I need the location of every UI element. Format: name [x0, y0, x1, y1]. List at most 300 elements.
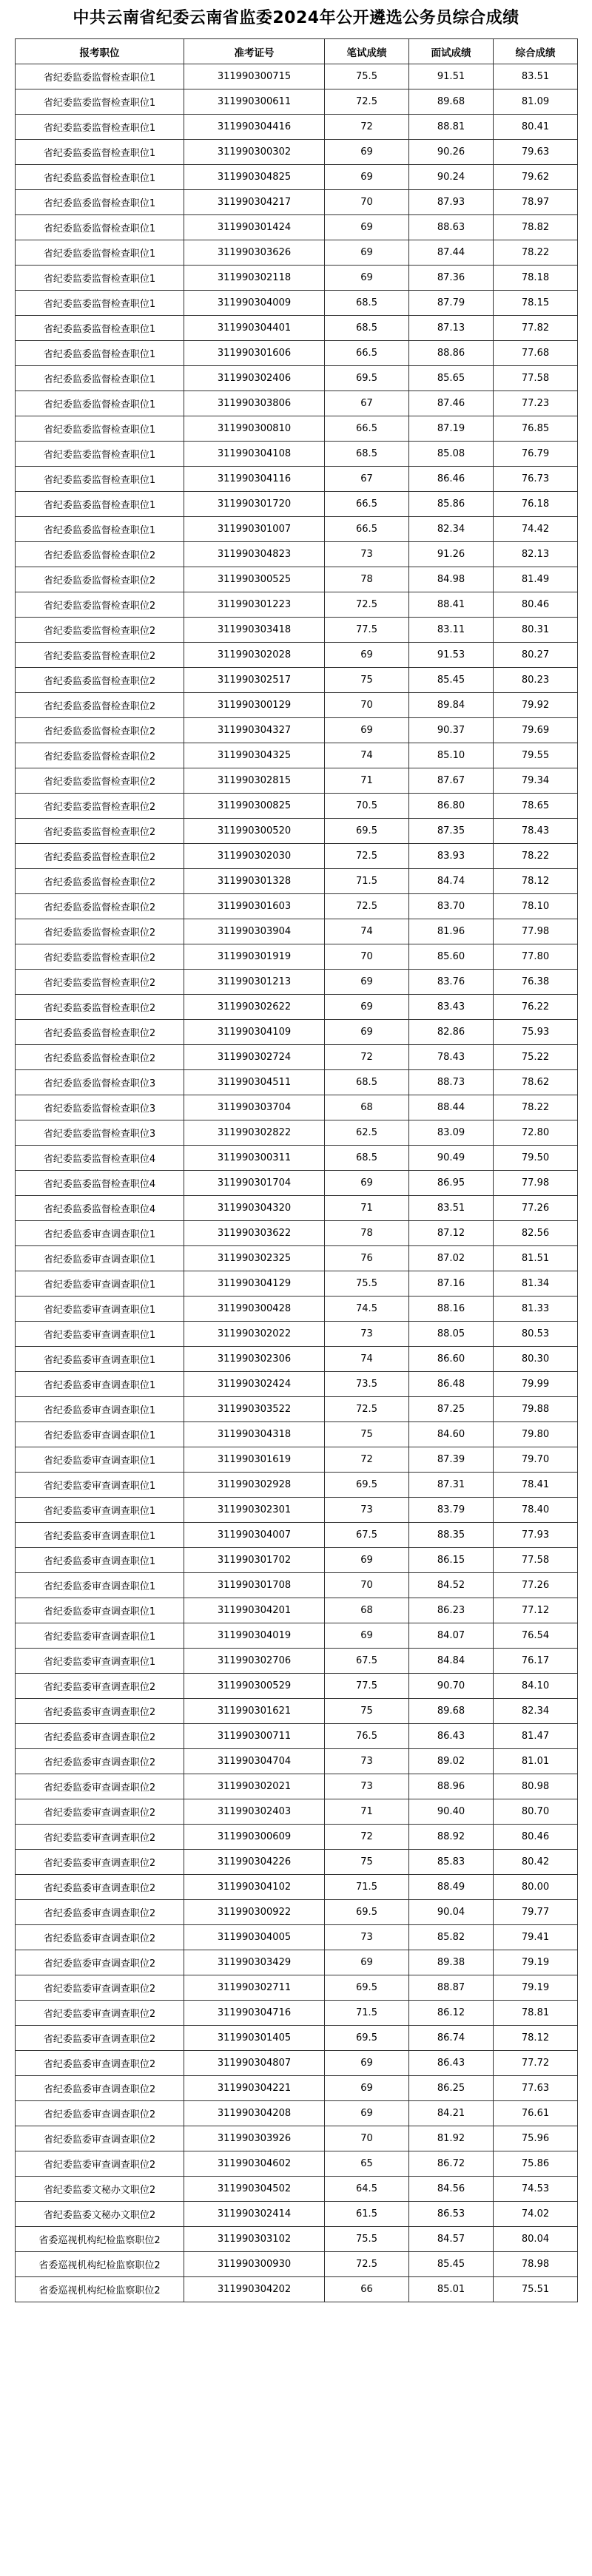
table-row [16, 1146, 578, 1171]
table-row [16, 919, 578, 944]
cell-position: 省纪委监委审查调查职位1 [16, 1447, 184, 1473]
cell-total-score: 78.98 [494, 2252, 578, 2277]
cell-interview-score: 87.31 [409, 1473, 494, 1498]
cell-total-score: 81.51 [494, 1246, 578, 1271]
cell-written-score: 67.5 [325, 1649, 409, 1674]
cell-exam-number: 311990302424 [184, 1372, 325, 1397]
cell-interview-score: 87.16 [409, 1271, 494, 1297]
cell-exam-number: 311990300428 [184, 1297, 325, 1322]
cell-written-score: 74 [325, 919, 409, 944]
cell-interview-score: 86.43 [409, 2051, 494, 2076]
table-row [16, 1171, 578, 1196]
cell-exam-number: 311990302022 [184, 1322, 325, 1347]
cell-exam-number: 311990304502 [184, 2177, 325, 2202]
cell-position: 省纪委监委监督检查职位3 [16, 1070, 184, 1095]
cell-written-score: 75 [325, 668, 409, 693]
cell-position: 省纪委监委审查调查职位1 [16, 1422, 184, 1447]
cell-written-score: 73 [325, 1498, 409, 1523]
cell-interview-score: 87.12 [409, 1221, 494, 1246]
cell-total-score: 79.50 [494, 1146, 578, 1171]
cell-position: 省纪委监委文秘办文职位2 [16, 2177, 184, 2202]
table-row [16, 819, 578, 844]
cell-position: 省纪委监委监督检查职位2 [16, 869, 184, 894]
cell-total-score: 80.30 [494, 1347, 578, 1372]
cell-written-score: 69.5 [325, 1473, 409, 1498]
cell-exam-number: 311990304401 [184, 316, 325, 341]
cell-total-score: 80.53 [494, 1322, 578, 1347]
cell-interview-score: 86.46 [409, 467, 494, 492]
cell-written-score: 69 [325, 1548, 409, 1573]
cell-total-score: 76.54 [494, 1623, 578, 1649]
cell-position: 省纪委监委监督检查职位1 [16, 165, 184, 190]
cell-position: 省纪委监委监督检查职位4 [16, 1171, 184, 1196]
cell-exam-number: 311990302706 [184, 1649, 325, 1674]
cell-total-score: 75.96 [494, 2126, 578, 2151]
cell-exam-number: 311990304320 [184, 1196, 325, 1221]
cell-written-score: 75 [325, 1699, 409, 1724]
cell-position: 省纪委监委监督检查职位1 [16, 266, 184, 291]
cell-position: 省纪委监委审查调查职位2 [16, 2026, 184, 2051]
cell-interview-score: 87.46 [409, 391, 494, 416]
cell-written-score: 71.5 [325, 869, 409, 894]
cell-position: 省委巡视机构纪检监察职位2 [16, 2227, 184, 2252]
cell-interview-score: 87.67 [409, 768, 494, 794]
cell-written-score: 69 [325, 240, 409, 266]
cell-interview-score: 82.34 [409, 517, 494, 542]
cell-interview-score: 83.79 [409, 1498, 494, 1523]
table-row [16, 89, 578, 115]
table-row [16, 2126, 578, 2151]
cell-exam-number: 311990300520 [184, 819, 325, 844]
cell-total-score: 81.01 [494, 1749, 578, 1774]
cell-interview-score: 88.86 [409, 341, 494, 366]
cell-interview-score: 85.60 [409, 944, 494, 970]
cell-written-score: 68.5 [325, 291, 409, 316]
cell-position: 省纪委监委审查调查职位1 [16, 1623, 184, 1649]
cell-total-score: 77.23 [494, 391, 578, 416]
cell-interview-score: 88.63 [409, 215, 494, 240]
cell-position: 省纪委监委审查调查职位1 [16, 1322, 184, 1347]
cell-written-score: 61.5 [325, 2202, 409, 2227]
cell-exam-number: 311990300609 [184, 1825, 325, 1850]
cell-interview-score: 87.93 [409, 190, 494, 215]
cell-interview-score: 85.08 [409, 442, 494, 467]
cell-total-score: 84.10 [494, 1674, 578, 1699]
cell-written-score: 72 [325, 115, 409, 140]
cell-total-score: 83.51 [494, 64, 578, 89]
cell-position: 省纪委监委审查调查职位1 [16, 1473, 184, 1498]
table-row [16, 2101, 578, 2126]
cell-interview-score: 87.25 [409, 1397, 494, 1422]
cell-interview-score: 89.84 [409, 693, 494, 718]
cell-exam-number: 311990304823 [184, 542, 325, 567]
cell-total-score: 79.88 [494, 1397, 578, 1422]
cell-position: 省纪委监委审查调查职位2 [16, 1950, 184, 1975]
cell-written-score: 69 [325, 970, 409, 995]
cell-total-score: 75.22 [494, 1045, 578, 1070]
cell-position: 省纪委监委审查调查职位1 [16, 1498, 184, 1523]
table-row [16, 1900, 578, 1925]
cell-written-score: 72.5 [325, 2252, 409, 2277]
cell-interview-score: 87.44 [409, 240, 494, 266]
cell-position: 省纪委监委审查调查职位2 [16, 1825, 184, 1850]
cell-written-score: 62.5 [325, 1120, 409, 1146]
cell-interview-score: 81.92 [409, 2126, 494, 2151]
table-row [16, 2151, 578, 2177]
cell-exam-number: 311990300302 [184, 140, 325, 165]
cell-position: 省纪委监委监督检查职位1 [16, 190, 184, 215]
cell-interview-score: 91.26 [409, 542, 494, 567]
cell-exam-number: 311990303704 [184, 1095, 325, 1120]
cell-exam-number: 311990304825 [184, 165, 325, 190]
table-row [16, 2076, 578, 2101]
cell-interview-score: 88.81 [409, 115, 494, 140]
cell-total-score: 79.70 [494, 1447, 578, 1473]
cell-written-score: 69 [325, 2076, 409, 2101]
table-row [16, 190, 578, 215]
cell-interview-score: 87.36 [409, 266, 494, 291]
table-row [16, 2001, 578, 2026]
cell-exam-number: 311990304704 [184, 1749, 325, 1774]
table-row [16, 416, 578, 442]
table-row [16, 1875, 578, 1900]
table-row [16, 668, 578, 693]
table-row [16, 1322, 578, 1347]
cell-interview-score: 85.83 [409, 1850, 494, 1875]
cell-exam-number: 311990301405 [184, 2026, 325, 2051]
table-row [16, 743, 578, 768]
table-row [16, 467, 578, 492]
cell-written-score: 69.5 [325, 2026, 409, 2051]
cell-written-score: 73 [325, 1925, 409, 1950]
cell-interview-score: 89.02 [409, 1749, 494, 1774]
cell-position: 省纪委监委监督检查职位1 [16, 140, 184, 165]
cell-total-score: 80.46 [494, 1825, 578, 1850]
cell-interview-score: 84.57 [409, 2227, 494, 2252]
cell-exam-number: 311990304108 [184, 442, 325, 467]
table-row [16, 1221, 578, 1246]
table-row [16, 2202, 578, 2227]
cell-position: 省纪委监委监督检查职位1 [16, 115, 184, 140]
cell-written-score: 76 [325, 1246, 409, 1271]
table-row [16, 1623, 578, 1649]
cell-exam-number: 311990304416 [184, 115, 325, 140]
cell-exam-number: 311990300129 [184, 693, 325, 718]
cell-position: 省纪委监委监督检查职位2 [16, 768, 184, 794]
cell-position: 省纪委监委审查调查职位1 [16, 1347, 184, 1372]
cell-position: 省纪委监委监督检查职位2 [16, 1045, 184, 1070]
cell-position: 省纪委监委监督检查职位1 [16, 291, 184, 316]
table-row [16, 165, 578, 190]
table-row [16, 266, 578, 291]
cell-written-score: 66.5 [325, 341, 409, 366]
cell-written-score: 78 [325, 1221, 409, 1246]
cell-position: 省纪委监委审查调查职位1 [16, 1297, 184, 1322]
cell-position: 省纪委监委审查调查职位1 [16, 1397, 184, 1422]
cell-exam-number: 311990304009 [184, 291, 325, 316]
cell-position: 省纪委监委审查调查职位2 [16, 2076, 184, 2101]
cell-total-score: 80.31 [494, 618, 578, 643]
cell-exam-number: 311990300611 [184, 89, 325, 115]
cell-position: 省纪委监委监督检查职位1 [16, 416, 184, 442]
cell-written-score: 70.5 [325, 794, 409, 819]
cell-exam-number: 311990301621 [184, 1699, 325, 1724]
table-row [16, 291, 578, 316]
header-total-score: 综合成绩 [494, 39, 578, 64]
cell-interview-score: 88.05 [409, 1322, 494, 1347]
cell-position: 省纪委监委审查调查职位2 [16, 1875, 184, 1900]
cell-exam-number: 311990302306 [184, 1347, 325, 1372]
cell-exam-number: 311990302021 [184, 1774, 325, 1799]
table-row [16, 2227, 578, 2252]
cell-position: 省纪委监委监督检查职位4 [16, 1196, 184, 1221]
table-row [16, 844, 578, 869]
cell-position: 省纪委监委监督检查职位2 [16, 819, 184, 844]
cell-total-score: 76.79 [494, 442, 578, 467]
table-row [16, 64, 578, 89]
cell-total-score: 76.61 [494, 2101, 578, 2126]
cell-total-score: 78.10 [494, 894, 578, 919]
cell-written-score: 74 [325, 1347, 409, 1372]
cell-total-score: 81.09 [494, 89, 578, 115]
cell-exam-number: 311990300525 [184, 567, 325, 592]
cell-exam-number: 311990304327 [184, 718, 325, 743]
cell-written-score: 73 [325, 1322, 409, 1347]
cell-written-score: 70 [325, 693, 409, 718]
cell-exam-number: 311990301606 [184, 341, 325, 366]
cell-total-score: 79.55 [494, 743, 578, 768]
cell-interview-score: 88.44 [409, 1095, 494, 1120]
cell-written-score: 70 [325, 1573, 409, 1598]
cell-exam-number: 311990303926 [184, 2126, 325, 2151]
table-row [16, 517, 578, 542]
cell-position: 省纪委监委审查调查职位1 [16, 1523, 184, 1548]
cell-exam-number: 311990304325 [184, 743, 325, 768]
cell-exam-number: 311990300529 [184, 1674, 325, 1699]
table-row [16, 592, 578, 618]
cell-exam-number: 311990304226 [184, 1850, 325, 1875]
table-row [16, 1045, 578, 1070]
cell-written-score: 76.5 [325, 1724, 409, 1749]
table-row [16, 140, 578, 165]
cell-total-score: 79.69 [494, 718, 578, 743]
cell-total-score: 77.72 [494, 2051, 578, 2076]
cell-position: 省纪委监委审查调查职位2 [16, 2001, 184, 2026]
cell-total-score: 76.38 [494, 970, 578, 995]
table-row [16, 1120, 578, 1146]
cell-position: 省纪委监委审查调查职位2 [16, 1749, 184, 1774]
cell-exam-number: 311990304511 [184, 1070, 325, 1095]
table-row [16, 240, 578, 266]
cell-total-score: 82.56 [494, 1221, 578, 1246]
cell-written-score: 71 [325, 768, 409, 794]
cell-position: 省纪委监委监督检查职位2 [16, 668, 184, 693]
cell-position: 省纪委监委审查调查职位1 [16, 1246, 184, 1271]
cell-written-score: 69 [325, 215, 409, 240]
cell-written-score: 71 [325, 1196, 409, 1221]
table-row [16, 1020, 578, 1045]
table-row [16, 1372, 578, 1397]
cell-position: 省纪委监委监督检查职位1 [16, 442, 184, 467]
table-row [16, 1196, 578, 1221]
cell-exam-number: 311990304109 [184, 1020, 325, 1045]
cell-total-score: 77.93 [494, 1523, 578, 1548]
table-row [16, 618, 578, 643]
cell-interview-score: 87.79 [409, 291, 494, 316]
cell-interview-score: 84.60 [409, 1422, 494, 1447]
cell-written-score: 66.5 [325, 492, 409, 517]
cell-exam-number: 311990303904 [184, 919, 325, 944]
cell-exam-number: 311990301223 [184, 592, 325, 618]
cell-position: 省纪委监委审查调查职位1 [16, 1271, 184, 1297]
cell-interview-score: 88.73 [409, 1070, 494, 1095]
cell-interview-score: 88.92 [409, 1825, 494, 1850]
table-row [16, 970, 578, 995]
table-row [16, 944, 578, 970]
cell-interview-score: 87.19 [409, 416, 494, 442]
cell-total-score: 77.98 [494, 919, 578, 944]
cell-exam-number: 311990304217 [184, 190, 325, 215]
cell-position: 省纪委监委监督检查职位2 [16, 794, 184, 819]
cell-written-score: 71.5 [325, 2001, 409, 2026]
cell-position: 省纪委监委监督检查职位2 [16, 944, 184, 970]
table-row [16, 2177, 578, 2202]
cell-total-score: 80.23 [494, 668, 578, 693]
table-row [16, 1573, 578, 1598]
cell-exam-number: 311990301702 [184, 1548, 325, 1573]
cell-written-score: 69 [325, 2051, 409, 2076]
cell-exam-number: 311990302406 [184, 366, 325, 391]
table-row [16, 869, 578, 894]
cell-total-score: 78.43 [494, 819, 578, 844]
cell-exam-number: 311990304019 [184, 1623, 325, 1649]
cell-interview-score: 90.24 [409, 165, 494, 190]
cell-interview-score: 83.76 [409, 970, 494, 995]
cell-exam-number: 311990301720 [184, 492, 325, 517]
table-row [16, 894, 578, 919]
cell-interview-score: 85.01 [409, 2277, 494, 2302]
cell-written-score: 74 [325, 743, 409, 768]
cell-position: 省纪委监委监督检查职位3 [16, 1120, 184, 1146]
cell-total-score: 77.26 [494, 1573, 578, 1598]
cell-position: 省纪委监委审查调查职位2 [16, 2126, 184, 2151]
cell-exam-number: 311990303429 [184, 1950, 325, 1975]
cell-written-score: 70 [325, 944, 409, 970]
cell-exam-number: 311990304602 [184, 2151, 325, 2177]
cell-position: 省纪委监委审查调查职位2 [16, 1900, 184, 1925]
cell-interview-score: 86.53 [409, 2202, 494, 2227]
table-row [16, 1825, 578, 1850]
cell-total-score: 79.34 [494, 768, 578, 794]
cell-interview-score: 87.02 [409, 1246, 494, 1271]
cell-exam-number: 311990300930 [184, 2252, 325, 2277]
table-row [16, 2277, 578, 2302]
cell-written-score: 69.5 [325, 366, 409, 391]
cell-total-score: 78.12 [494, 869, 578, 894]
table-row [16, 115, 578, 140]
cell-interview-score: 78.43 [409, 1045, 494, 1070]
cell-written-score: 70 [325, 190, 409, 215]
cell-position: 省纪委监委审查调查职位2 [16, 1724, 184, 1749]
cell-written-score: 69 [325, 718, 409, 743]
table-row [16, 1724, 578, 1749]
cell-written-score: 72 [325, 1447, 409, 1473]
cell-exam-number: 311990302724 [184, 1045, 325, 1070]
cell-interview-score: 83.43 [409, 995, 494, 1020]
header-interview-score: 面试成绩 [409, 39, 494, 64]
table-row [16, 1950, 578, 1975]
cell-interview-score: 88.35 [409, 1523, 494, 1548]
cell-exam-number: 311990301213 [184, 970, 325, 995]
table-row [16, 1271, 578, 1297]
cell-position: 省纪委监委审查调查职位1 [16, 1372, 184, 1397]
cell-exam-number: 311990300810 [184, 416, 325, 442]
table-row [16, 1649, 578, 1674]
cell-total-score: 76.73 [494, 467, 578, 492]
cell-written-score: 69 [325, 2101, 409, 2126]
cell-total-score: 77.26 [494, 1196, 578, 1221]
cell-written-score: 69.5 [325, 1900, 409, 1925]
cell-position: 省纪委监委审查调查职位2 [16, 2151, 184, 2177]
cell-exam-number: 311990304116 [184, 467, 325, 492]
cell-position: 省纪委监委审查调查职位2 [16, 1774, 184, 1799]
cell-position: 省纪委监委监督检查职位1 [16, 341, 184, 366]
table-row [16, 693, 578, 718]
cell-total-score: 76.85 [494, 416, 578, 442]
cell-total-score: 77.80 [494, 944, 578, 970]
table-row [16, 1850, 578, 1875]
cell-position: 省纪委监委监督检查职位1 [16, 89, 184, 115]
cell-exam-number: 311990302517 [184, 668, 325, 693]
cell-position: 省纪委监委监督检查职位1 [16, 240, 184, 266]
cell-interview-score: 88.96 [409, 1774, 494, 1799]
table-row [16, 1422, 578, 1447]
table-row [16, 1749, 578, 1774]
cell-written-score: 66.5 [325, 517, 409, 542]
cell-total-score: 78.65 [494, 794, 578, 819]
cell-interview-score: 90.70 [409, 1674, 494, 1699]
cell-interview-score: 87.35 [409, 819, 494, 844]
cell-written-score: 72.5 [325, 592, 409, 618]
cell-written-score: 69 [325, 140, 409, 165]
cell-total-score: 79.19 [494, 1975, 578, 2001]
cell-written-score: 73.5 [325, 1372, 409, 1397]
cell-position: 省纪委监委监督检查职位3 [16, 1095, 184, 1120]
cell-exam-number: 311990304208 [184, 2101, 325, 2126]
cell-total-score: 76.17 [494, 1649, 578, 1674]
cell-position: 省纪委监委审查调查职位2 [16, 1699, 184, 1724]
cell-position: 省纪委监委审查调查职位2 [16, 1925, 184, 1950]
cell-position: 省纪委监委监督检查职位1 [16, 215, 184, 240]
cell-total-score: 81.49 [494, 567, 578, 592]
cell-interview-score: 85.45 [409, 668, 494, 693]
table-row [16, 391, 578, 416]
cell-interview-score: 84.56 [409, 2177, 494, 2202]
cell-total-score: 80.00 [494, 1875, 578, 1900]
cell-written-score: 72 [325, 1045, 409, 1070]
cell-exam-number: 311990304202 [184, 2277, 325, 2302]
cell-position: 省纪委监委审查调查职位1 [16, 1598, 184, 1623]
cell-total-score: 80.41 [494, 115, 578, 140]
cell-position: 省纪委监委监督检查职位2 [16, 995, 184, 1020]
cell-exam-number: 311990301424 [184, 215, 325, 240]
cell-total-score: 80.27 [494, 643, 578, 668]
cell-exam-number: 311990302403 [184, 1799, 325, 1825]
cell-interview-score: 86.80 [409, 794, 494, 819]
cell-total-score: 81.47 [494, 1724, 578, 1749]
cell-position: 省委巡视机构纪检监察职位2 [16, 2252, 184, 2277]
cell-total-score: 78.40 [494, 1498, 578, 1523]
